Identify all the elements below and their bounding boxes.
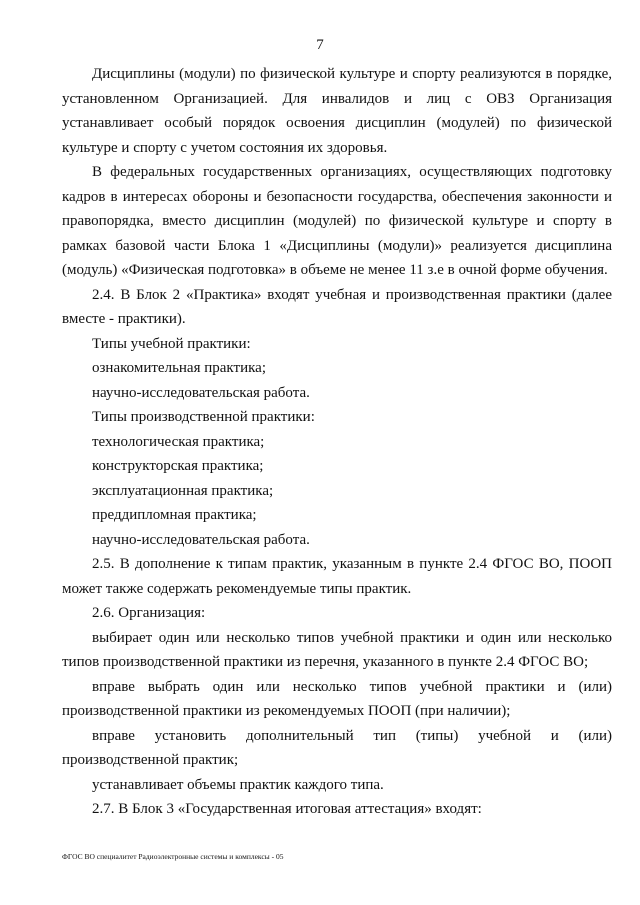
section-2-7: 2.7. В Блок 3 «Государственная итоговая аттестация» входят: [92,801,482,817]
paragraph: Дисциплины (модули) по физической культуре и спорту реализуются в порядке, установленном Организацией. Для инвалидов и лиц с ОВЗ Организация устанавливает особый порядок освоения дисциплин (модулей) по физической культуре и спорту с учетом состояния их здоровья. [62,66,612,156]
paragraph: вправе установить дополнительный тип (типы) учебной и (или) производственной практик; [62,727,612,768]
list-item: ознакомительная практика; [92,360,266,376]
list-item: научно-исследовательская работа. [92,531,310,548]
list-item: эксплуатационная практика; [92,482,274,499]
list-heading: Типы производственной практики: [92,409,315,425]
paragraph: устанавливает объемы практик каждого типа. [92,776,384,793]
list-heading: Типы учебной практики: [92,335,251,352]
footer: ФГОС ВО специалитет Радиоэлектронные системы и комплексы - 05 [62,852,284,861]
list-item: конструкторская практика; [92,458,264,474]
paragraph: выбирает один или несколько типов учебной практики и один или несколько типов производственной практики из перечня, указанного в пункте 2.4 ФГОС ВО; [62,629,612,670]
list-item: технологическая практика; [92,433,265,450]
paragraph: вправе выбрать один или несколько типов учебной практики и (или) производственной практики из рекомендуемых ПООП (при наличии); [62,678,612,719]
section-2-6: 2.6. Организация: [92,605,206,621]
list-item: преддипломная практика; [92,507,257,523]
page-number: 7 [316,37,324,53]
document-body [62,62,612,822]
paragraph: В федеральных государственных организациях, осуществляющих подготовку кадров в интересах обороны и безопасности государства, обеспечения законности и правопорядка, вместо дисциплин (модулей) по физической культуре и спорту в рамках базовой части Блока 1 «Дисциплины (модули)» реализуется дисциплина (модуль) «Физическая подготовка» в объеме не менее 11 з.е в очной форме обучения. [62,164,612,278]
list-item: научно-исследовательская работа. [92,384,310,401]
section-2-4: 2.4. В Блок 2 «Практика» входят учебная и производственная практики (далее вместе - практики). [62,286,612,327]
section-2-5: 2.5. В дополнение к типам практик, указанным в пункте 2.4 ФГОС ВО, ПООП может также содержать рекомендуемые типы практик. [62,556,612,597]
